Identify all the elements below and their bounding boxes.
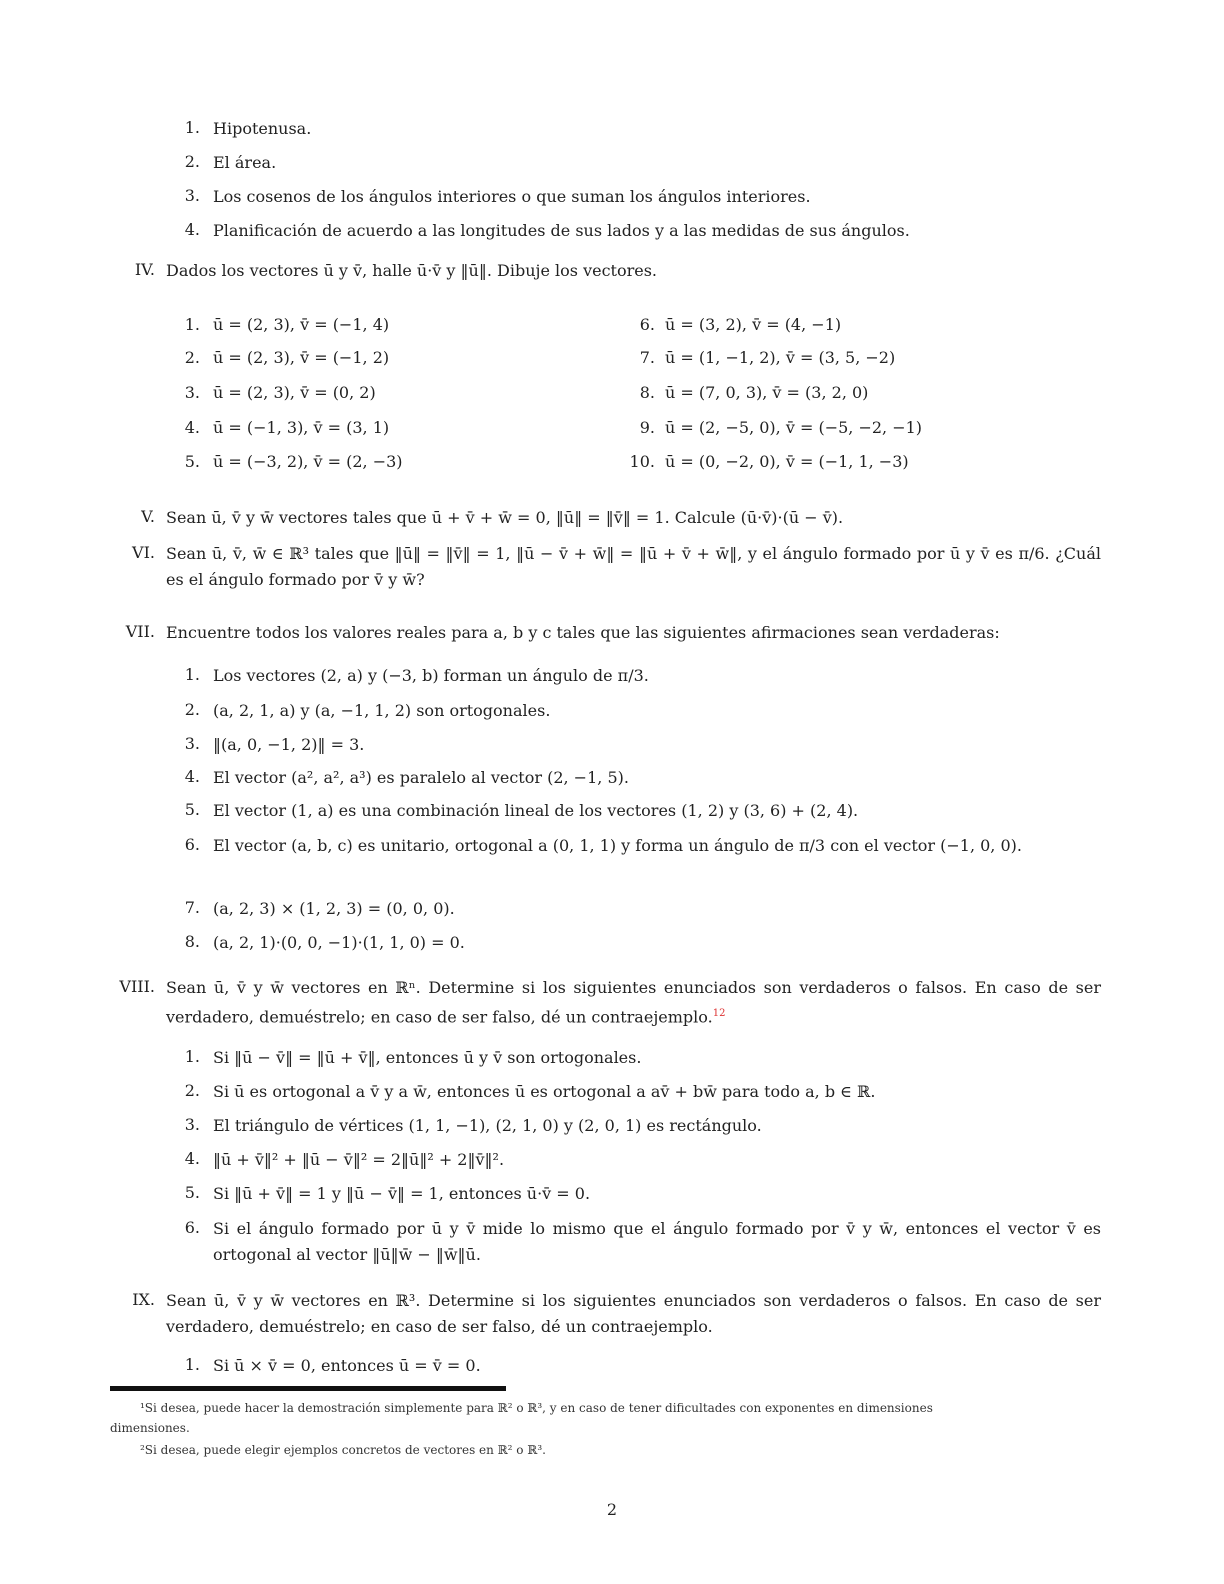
list-item: (a, 2, 1)·(0, 0, −1)·(1, 1, 0) = 0. xyxy=(213,933,465,952)
list-item: Los vectores (2, a) y (−3, b) forman un ángulo de π/3. xyxy=(213,666,649,685)
list-item: (a, 2, 1, a) y (a, −1, 1, 2) son ortogonales. xyxy=(213,701,551,720)
list-item: ‖ū + v̄‖² + ‖ū − v̄‖² = 2‖ū‖² + 2‖v̄‖². xyxy=(213,1150,505,1169)
problem-numeral: V. xyxy=(141,507,155,526)
footnote: ¹Si desea, puede hacer la demostración simplemente para ℝ² o ℝ³, y en caso de tener dificultades con exponentes en dimensiones xyxy=(140,1401,933,1415)
list-item: El vector (1, a) es una combinación lineal de los vectores (1, 2) y (3, 6) + (2, 4). xyxy=(213,801,859,820)
list-item: ū = (−1, 3), v̄ = (3, 1) xyxy=(213,418,390,437)
footnote-ref[interactable]: 1 xyxy=(712,1008,720,1019)
problem-text: Sean ū, v̄ y w̄ vectores en ℝ³. Determine si los siguientes enunciados son verdaderos o falsos. En caso de ser verdadero, demuéstrelo; en caso de ser falso, dé un contraejemplo. xyxy=(166,1291,1101,1336)
problem-text: Sean ū, v̄ y w̄ vectores tales que ū + v̄ + w̄ = 0, ‖ū‖ = ‖v̄‖ = 1. Calcule (ū·v̄)·(ū − v̄). xyxy=(166,508,844,527)
footnote: dimensiones. xyxy=(110,1421,190,1435)
list-item: El vector (a², a², a³) es paralelo al vector (2, −1, 5). xyxy=(213,768,629,787)
problem-text: Encuentre todos los valores reales para a, b y c tales que las siguientes afirmaciones sean verdaderas: xyxy=(166,623,1000,642)
problem-numeral: VII. xyxy=(125,622,155,641)
problem-text: Sean ū, v̄ y w̄ vectores en ℝⁿ. Determine si los siguientes enunciados son verdaderos o falsos. En caso de ser verdadero, demuéstrelo; en caso de ser falso, dé un contraejemplo.$^{12}$ xyxy=(166,978,1101,1027)
list-item: ū = (0, −2, 0), v̄ = (−1, 1, −3) xyxy=(665,452,909,471)
list-item: Si ‖ū − v̄‖ = ‖ū + v̄‖, entonces ū y v̄ son ortogonales. xyxy=(213,1048,642,1067)
list-item: ū = (−3, 2), v̄ = (2, −3) xyxy=(213,452,403,471)
list-item: El vector (a, b, c) es unitario, ortogonal a (0, 1, 1) y forma un ángulo de π/3 con el vector (−1, 0, 0). xyxy=(213,836,1022,855)
list-item: ū = (2, 3), v̄ = (−1, 4) xyxy=(213,315,390,334)
problem-numeral: IX. xyxy=(132,1290,155,1309)
problem-text: Dados los vectores ū y v̄, halle ū·v̄ y ‖ū‖. Dibuje los vectores. xyxy=(166,261,658,280)
list-item: ū = (1, −1, 2), v̄ = (3, 5, −2) xyxy=(665,348,896,367)
list-item: Si ū es ortogonal a v̄ y a w̄, entonces ū es ortogonal a av̄ + bw̄ para todo a, b ∈ ℝ. xyxy=(213,1082,876,1101)
list-item: ‖(a, 0, −1, 2)‖ = 3. xyxy=(213,735,365,754)
footnote: ²Si desea, puede elegir ejemplos concretos de vectores en ℝ² o ℝ³. xyxy=(140,1443,546,1457)
list-item: ū = (2, 3), v̄ = (0, 2) xyxy=(213,383,376,402)
page-number: 2 xyxy=(606,1500,618,1519)
list-item: (a, 2, 3) × (1, 2, 3) = (0, 0, 0). xyxy=(213,899,455,918)
list-item: ū = (2, 3), v̄ = (−1, 2) xyxy=(213,348,390,367)
problem-text: Sean ū, v̄, w̄ ∈ ℝ³ tales que ‖ū‖ = ‖v̄‖ = 1, ‖ū − v̄ + w̄‖ = ‖ū + v̄ + w̄‖, y el ángulo formado por ū y v̄ es π/6. ¿Cuál es el ángulo formado por v̄ y w̄? xyxy=(166,544,1101,589)
list-item: Si el ángulo formado por ū y v̄ mide lo mismo que el ángulo formado por v̄ y w̄, entonces el vector v̄ es ortogonal al vector ‖ū‖w̄ − ‖w̄‖ū. xyxy=(213,1219,1101,1264)
list-item: ū = (7, 0, 3), v̄ = (3, 2, 0) xyxy=(665,383,869,402)
list-item: El triángulo de vértices (1, 1, −1), (2, 1, 0) y (2, 0, 1) es rectángulo. xyxy=(213,1116,762,1135)
list-item: Si ‖ū + v̄‖ = 1 y ‖ū − v̄‖ = 1, entonces ū·v̄ = 0. xyxy=(213,1184,591,1203)
footnote-rule xyxy=(110,1386,506,1391)
problem-numeral: IV. xyxy=(134,260,155,279)
list-item: ū = (3, 2), v̄ = (4, −1) xyxy=(665,315,842,334)
footnote-ref[interactable]: 2 xyxy=(719,1008,726,1019)
problem-numeral: VIII. xyxy=(119,977,155,996)
list-item: Si ū × v̄ = 0, entonces ū = v̄ = 0. xyxy=(213,1356,481,1375)
list-item: ū = (2, −5, 0), v̄ = (−5, −2, −1) xyxy=(665,418,923,437)
problem-numeral: VI. xyxy=(132,543,155,562)
